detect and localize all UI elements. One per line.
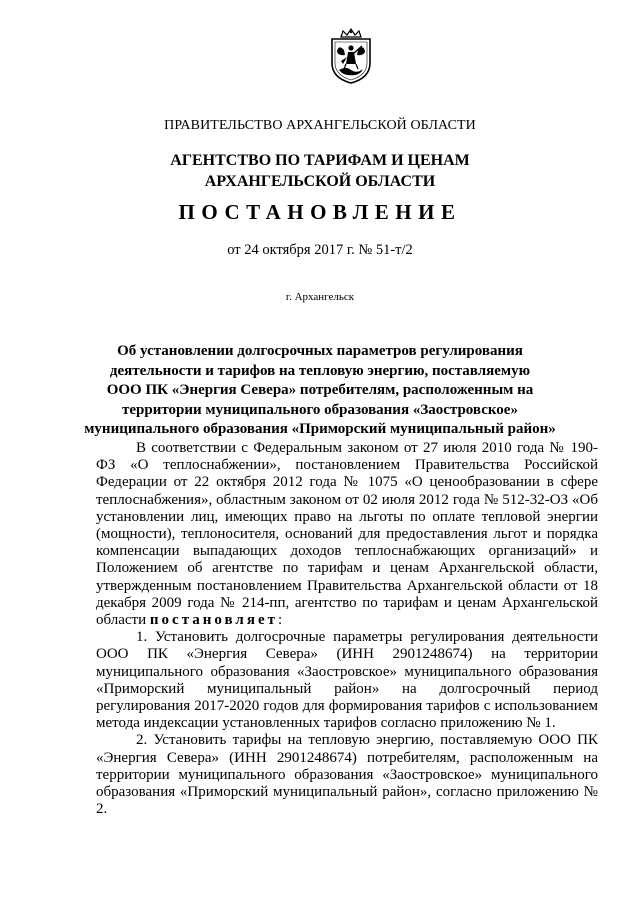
- preamble-text: В соответствии с Федеральным законом от 27 июля 2010 года № 190-ФЗ «О теплоснабжении», постановлением Правительства Российской Федерации от 22 октября 2012 года № 1075 «О ценообразовании в сфере теплоснабжения», областным законом от 02 июля 2012 года № 512-32-ОЗ «Об установлении лиц, имеющих право на льготы по оплате тепловой энергии (мощности), теплоносителя, оснований для предоставления льгот и порядка компенсации выпадающих доходов теплоснабжающих организаций» и Положением об агентстве по тарифам и ценам Архангельской области, утвержденным постановлением Правительства Архангельской области от 18 декабря 2009 года № 214-пп, агентство по тарифам и ценам Архангельской области: [96, 440, 598, 629]
- coat-of-arms-emblem: [326, 28, 376, 84]
- document-subject: [60, 342, 580, 440]
- resolves-word: постановляет: [149, 612, 278, 629]
- government-name: ПРАВИТЕЛЬСТВО АРХАНГЕЛЬСКОЙ ОБЛАСТИ: [164, 118, 476, 133]
- subject-line: ООО ПК «Энергия Севера» потребителям, расположенным на: [106, 382, 534, 398]
- document-body: [96, 440, 598, 818]
- city-name: г. Архангельск: [285, 291, 355, 303]
- document-type-title: ПОСТАНОВЛЕНИЕ: [178, 200, 462, 224]
- agency-name-line: АРХАНГЕЛЬСКОЙ ОБЛАСТИ: [204, 173, 436, 190]
- agency-name: [0, 150, 640, 192]
- subject-line: Об установлении долгосрочных параметров регулирования: [117, 343, 523, 359]
- subject-line: муниципального образования «Приморский муниципальный район»: [84, 421, 556, 437]
- date-and-number: от 24 октября 2017 г. № 51-т/2: [227, 242, 413, 258]
- agency-name-line: АГЕНТСТВО ПО ТАРИФАМ И ЦЕНАМ: [170, 152, 470, 169]
- item-1-paragraph: 1. Установить долгосрочные параметры регулирования деятельности ООО ПК «Энергия Севера» (ИНН 2901248674) на территории муниципального образования «Заостровское» муниципального образования «Приморский муниципальный район» на долгосрочный период регулирования 2017-2020 годов для формирования тарифов с использованием метода индексации установленных тарифов согласно приложению № 1.: [96, 629, 598, 732]
- subject-line: территории муниципального образования «Заостровское»: [122, 401, 518, 418]
- preamble-paragraph: В соответствии с Федеральным законом от 27 июля 2010 года № 190-ФЗ «О теплоснабжении», постановлением Правительства Российской Федерации от 22 октября 2012 года № 1075 «О ценообразовании в сфере теплоснабжения», областным законом от 02 июля 2012 года № 512-32-ОЗ «Об установлении лиц, имеющих право на льготы по оплате тепловой энергии (мощности), теплоносителя, оснований для предоставления льгот и порядка компенсации выпадающих доходов теплоснабжающих организаций» и Положением об агентстве по тарифам и ценам Архангельской области, утвержденным постановлением Правительства Архангельской области от 18 декабря 2009 года № 214-пп, агентство по тарифам и ценам Архангельской области постановляет:: [96, 440, 598, 629]
- item-2-paragraph: 2. Установить тарифы на тепловую энергию, поставляемую ООО ПК «Энергия Севера» (ИНН 2901248674) потребителям, расположенным на территории муниципального образования «Заостровское» муниципального образования «Приморский муниципальный район», согласно приложению № 2.: [96, 732, 598, 818]
- subject-line: деятельности и тарифов на тепловую энергию, поставляемую: [109, 362, 531, 379]
